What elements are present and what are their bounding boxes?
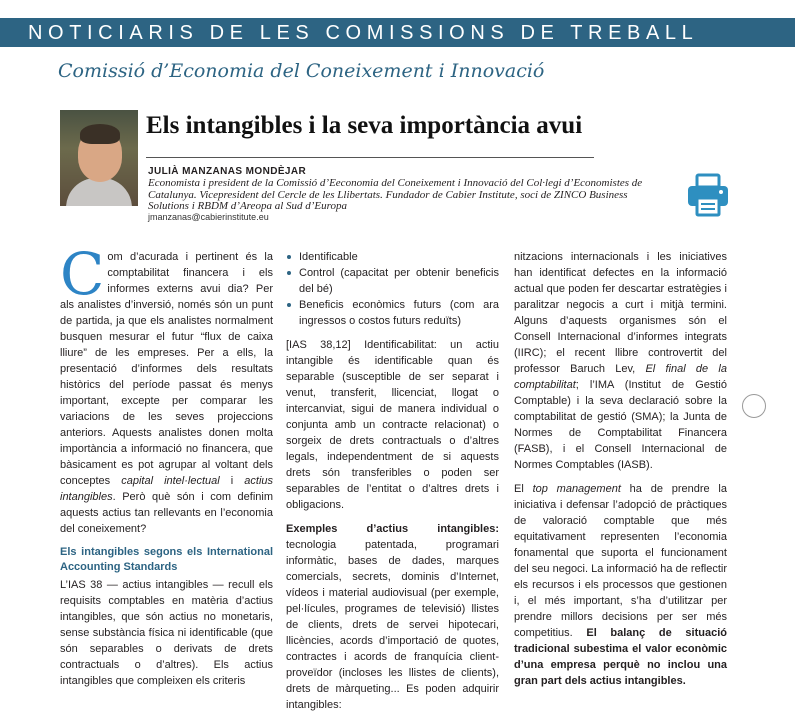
bullet-icon <box>287 303 291 307</box>
list-item-text: Beneficis econòmics futurs (com ara ingressos o costos futurs reduïts) <box>299 299 499 327</box>
intro-paragraph <box>60 240 274 537</box>
list-item-text: Control (capacitat per obtenir beneficis del bé) <box>299 267 499 295</box>
management-emphasis: top management <box>532 483 621 495</box>
article-column-3 <box>514 249 727 697</box>
title-divider <box>146 157 594 158</box>
section-title: NOTICIARIS DE LES COMISSIONS DE TREBALL <box>28 22 699 44</box>
identifiability-paragraph: [IAS 38,12] Identificabilitat: un actiu intangible és identificable quan és separable (susceptible de ser separat i venut, transferit, llicenciat, llogat o intercanviat, sigui de manera individual o conjunta amb un contracte relacionat) o sorgeix de drets contractuals o d’altres legals, independentment de si aquests drets són transferibles o poden ser separables de l’entitat o d’altres drets i obligacions. <box>286 339 499 511</box>
author-photo <box>60 110 138 206</box>
book-title: El final de la comptabilitat <box>514 363 727 391</box>
examples-paragraph <box>286 521 499 713</box>
intro-emphasis-1: capital intel·lectual <box>121 475 220 487</box>
organizations-paragraph <box>514 249 727 473</box>
article-column-2 <box>286 249 499 721</box>
list-item <box>286 297 499 329</box>
management-text: ha de prendre la iniciativa i defensar l’adopció de pràctiques de valoració comptable que més equitativament representen l’economia fonamental que suporta el funcionament del seu negoci. La informació ha de reflectir els recursos i els processos que gestionen i, el més important, s’ha d’utilitzar per prendre millors decisions per ser més competitius. <box>514 483 727 639</box>
examples-text: tecnologia patentada, programari informàtic, bases de dades, marques comercials, secrets, dominis d’Internet, vídeos i material audiovisual (per exemple, pel·lícules, programes de televisió) llistes de clients, drets de servei hipotecari, llicències, acords d’importació de quotes, contractes i acords de franquícia client-proveïdor (incloses les llistes de clients), drets de màrqueting... Es poden adquirir intangibles: <box>286 539 499 711</box>
intro-ending: . Però què són i com definim aquests actius tan rellevants en l’economia del coneixement? <box>60 491 273 535</box>
photo-shirt <box>66 178 132 206</box>
author-name: JULIÀ MANZANAS MONDÈJAR <box>148 166 307 177</box>
dropcap: C <box>60 240 105 308</box>
management-start: El <box>514 483 533 495</box>
bullet-icon <box>287 255 291 259</box>
management-paragraph <box>514 481 727 689</box>
section-heading-ias: Els intangibles segons els International Accounting Standards <box>60 546 273 573</box>
circle-icon[interactable] <box>742 394 766 418</box>
print-button[interactable] <box>686 173 730 217</box>
organizations-ending: ; l’IMA (Institut de Gestió Comptable) i la seva declaració sobre la comptabilitat de gestió (SMA); la Junta de Normes de Comptabilitat Financera (FASB), i el Consell Internacional de Normes Comptables (IASB). <box>514 379 727 471</box>
author-bio: Economista i president de la Comissió d’Eeconomia del Coneixement i Innovació del Col·legi d’Economistes de Catalunya. Vicepresident del Cercle de les Llibertats. Fundador de Cabier Institute, soci de ZINCO Business Solutions i RBDM d’Areopa al Sud d’Europa <box>148 177 643 212</box>
commission-name: Comissió d’Economia del Coneixement i Innovació <box>58 60 545 82</box>
list-item <box>286 249 499 265</box>
list-item-text: Identificable <box>299 251 358 263</box>
criteria-list <box>286 249 499 329</box>
intro-text: om d’acurada i pertinent és la comptabilitat financera i els informes externs avui dia? Per als analistes d’inversió, només són un punt de partida, ja que els analistes normalment busquen mesurar el futur “flux de caixa lliure” de les empreses. Per a ells, la presentació d’informes dels resultats històrics del període passat és menys important, excepte per comparar les variacions de les seves projeccions anteriors. Aquests analistes donen molta importància a informació no financera, que bàsicament es pot agrupar al voltant dels conceptes <box>60 251 273 487</box>
examples-lead: Exemples d’actius intangibles: <box>286 523 499 535</box>
organizations-text: nitzacions internacionals i les iniciatives han identificat defectes en la informació actual que poden fer descartar estratègies i paralitzar negocis a curt i mitjà termini. Alguns d’aquests organismes són el Consell Internacional d’informes integrats (IIRC); el recent llibre controvertit del professor Baruch Lev, <box>514 251 727 375</box>
intro-emphasis-2: actius intangibles <box>60 475 274 503</box>
ias-paragraph: L’IAS 38 — actius intangibles — recull els requisits comptables en matèria d’actius intangibles, que són actius no monetaris, sense substància física ni identificable (que són separables o derivats de drets contractuals o d’altres). Els actius intangibles que compleixen els criteris <box>60 579 273 687</box>
article-column-1 <box>60 240 274 697</box>
article-title: Els intangibles i la seva importància avui <box>146 112 583 139</box>
management-bold: El balanç de situació tradicional subestima el valor econòmic d’una empresa perquè no inclou una gran part dels actius intangibles. <box>514 627 727 687</box>
intro-conjunction: i <box>219 475 234 487</box>
author-email[interactable]: jmanzanas@cabierinstitute.eu <box>148 212 269 222</box>
printer-icon <box>686 173 730 217</box>
bullet-icon <box>287 271 291 275</box>
list-item <box>286 265 499 297</box>
photo-hair <box>80 124 120 144</box>
